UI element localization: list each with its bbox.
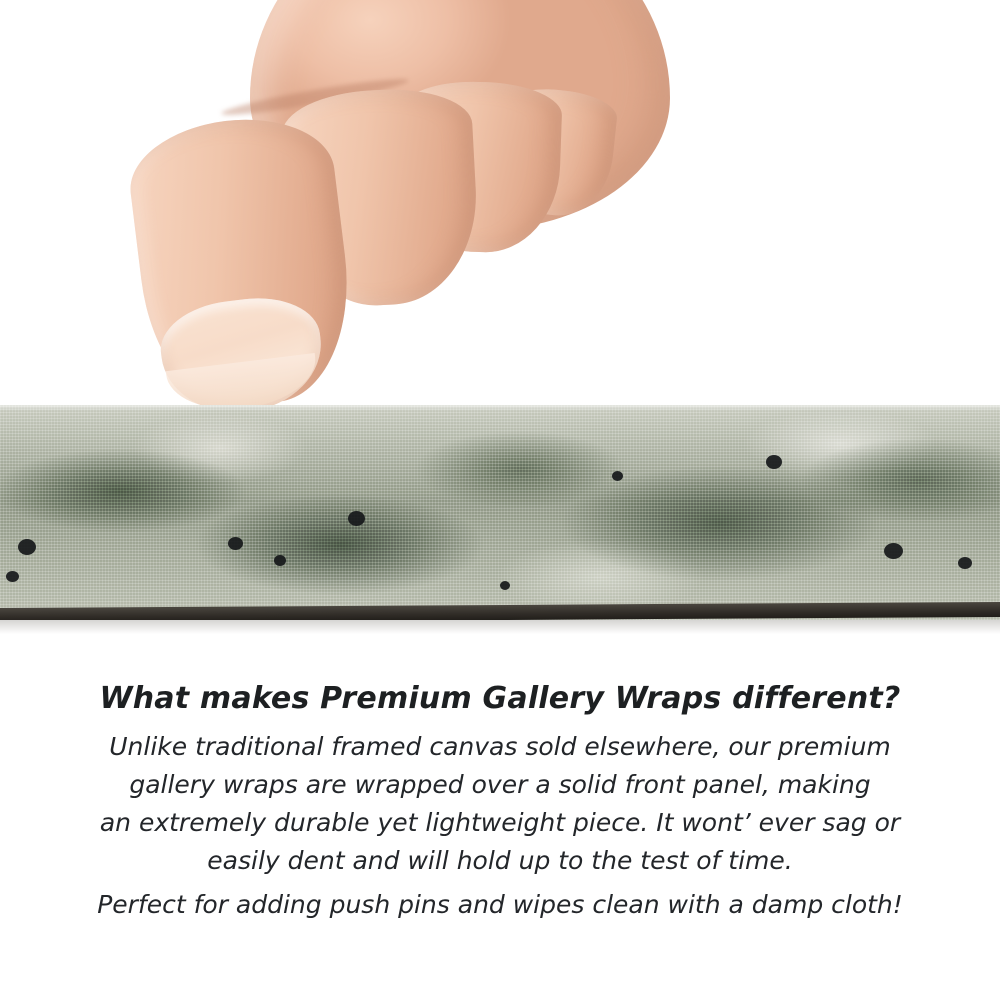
artwork-speck (274, 555, 286, 566)
hand-illustration (100, 0, 580, 430)
artwork-speck (612, 471, 623, 481)
canvas-top-highlight (0, 405, 1000, 411)
artwork-speck (348, 511, 365, 526)
caption-body-line: Unlike traditional framed canvas sold elsewhere, our premium (109, 731, 891, 761)
caption-heading: What makes Premium Gallery Wraps different? (99, 681, 901, 716)
artwork-speck (958, 557, 972, 569)
caption-body-line: gallery wraps are wrapped over a solid front panel, making (129, 769, 871, 799)
artwork-speck (500, 581, 510, 590)
artwork-speck (18, 539, 36, 555)
caption-body-line: easily dent and will hold up to the test of time. (207, 845, 793, 875)
gallery-wrap-canvas-panel (0, 405, 1000, 620)
artwork-speck (228, 537, 243, 550)
artwork-speck (884, 543, 903, 559)
artwork-speck (6, 571, 19, 582)
artwork-speck (766, 455, 782, 469)
canvas-drop-shadow (0, 618, 1000, 634)
caption-body-line: an extremely durable yet lightweight piece. It wont’ ever sag or (99, 807, 901, 837)
caption-body (0, 728, 1000, 924)
caption-block (0, 680, 1000, 924)
caption-closing-line: Perfect for adding push pins and wipes clean with a damp cloth! (97, 889, 903, 919)
